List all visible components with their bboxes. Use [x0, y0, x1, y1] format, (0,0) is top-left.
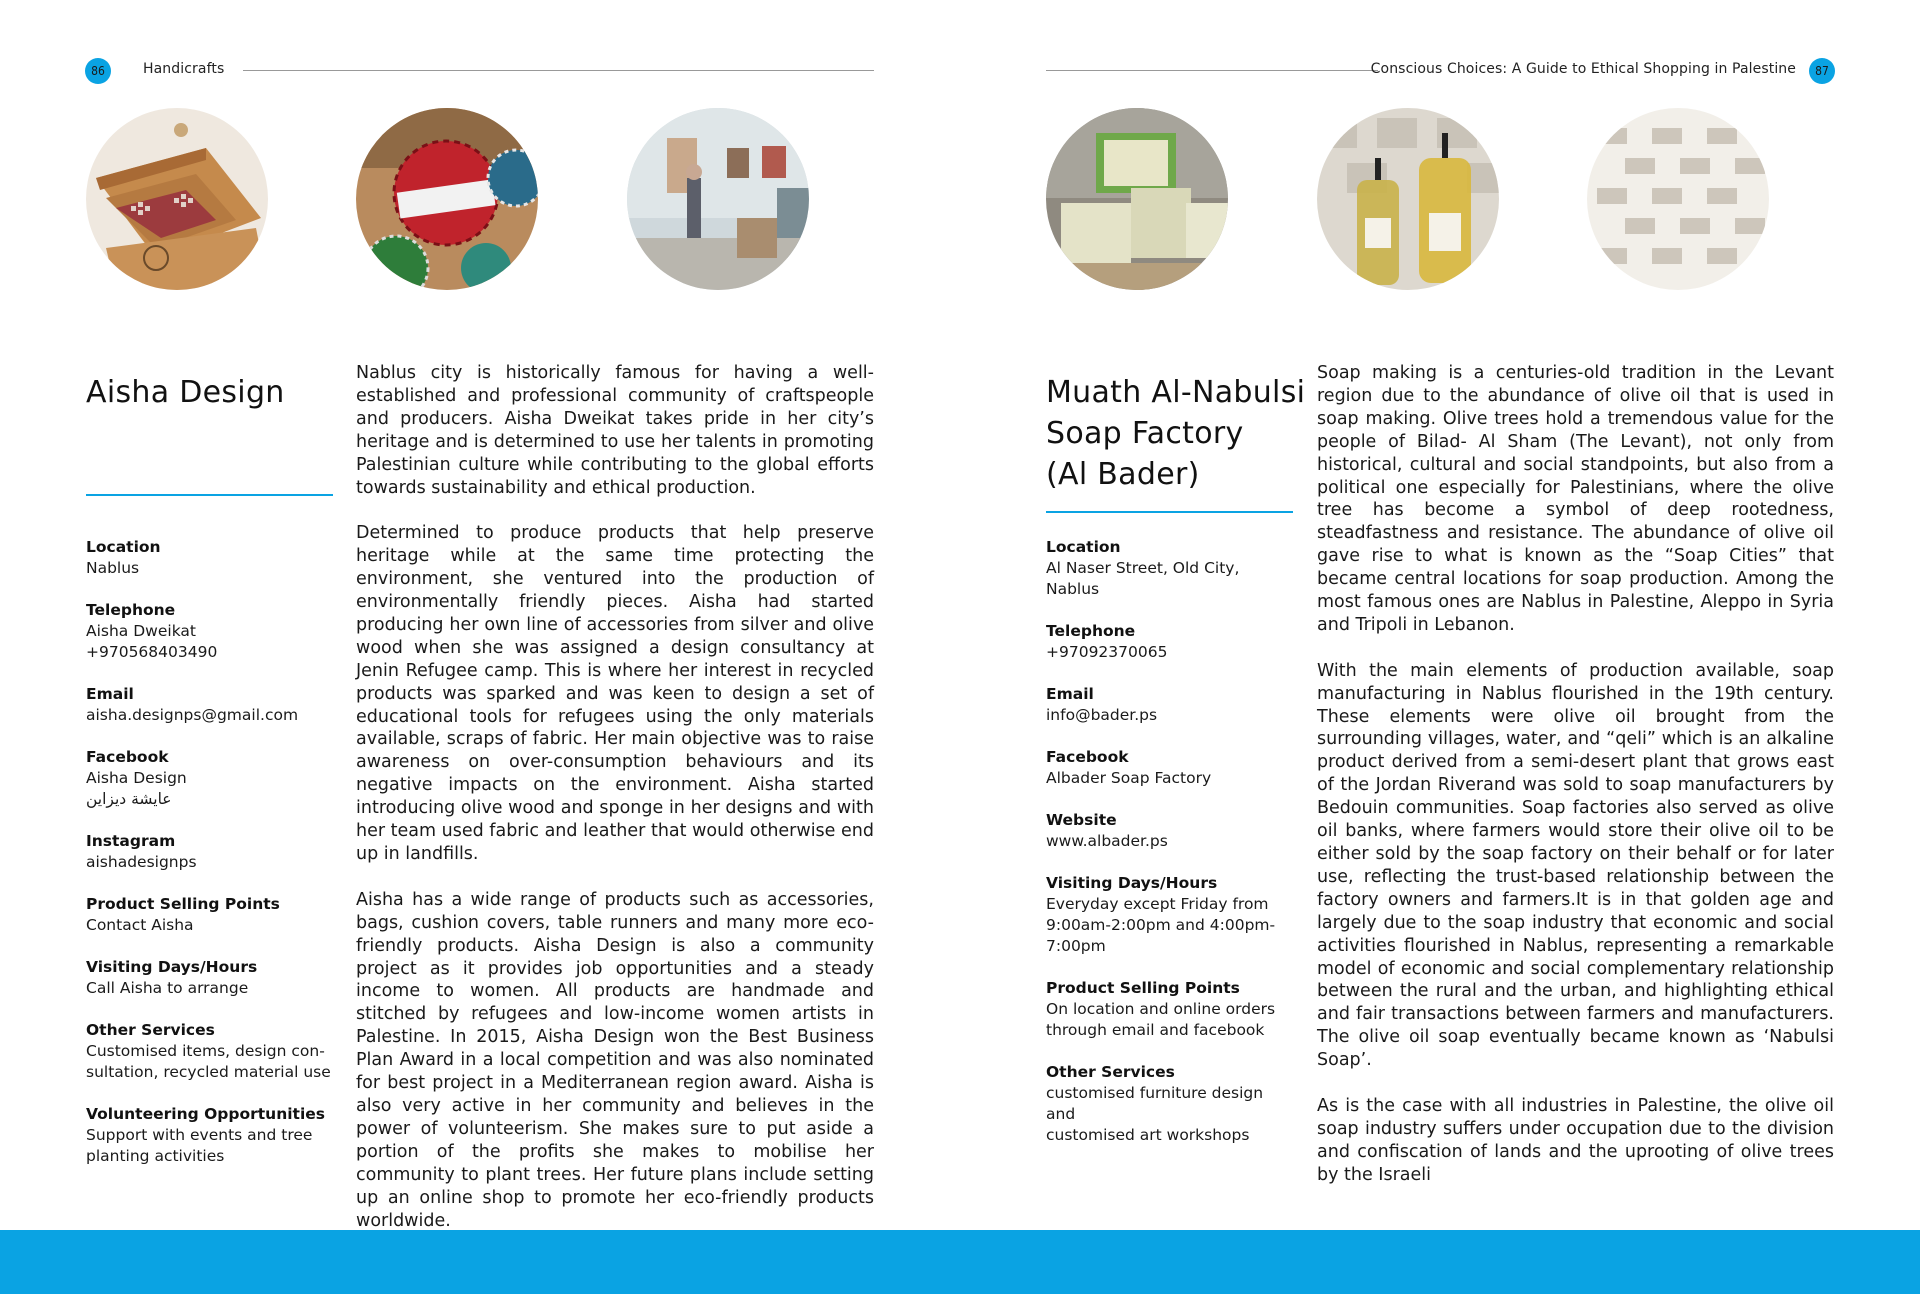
page-number-right: 87 — [1809, 58, 1835, 84]
paragraph: With the main elements of production available, soap manufacturing in Nablus flourished in the 19th century. These elements were olive oil brought from the surrounding villages, water, and “qeli” which is an alkaline product derived from a semi-desert plant that grows east of the Jordan Riverand was sold to soap manufacturers by Bedouin communities. Soap factories also served as olive oil banks, where farmers would store their olive oil to be either sold by the soap factory on their behalf or for later use, reflecting the trust-based relationship between the factory owners and farmers.It is in that golden age and largely due to the soap industry that economic and social activities flourished in Nablus, representing a remarkable model of economic and social complementary relationship between the rural and the urban, and highlighting ethical and fair transactions between farmers and manufacturers. The olive oil soap eventually became known as ‘Nabulsi Soap’. — [1317, 660, 1834, 1071]
info-value: Nablus — [86, 559, 140, 577]
header-rule-left — [243, 70, 874, 71]
info-item — [86, 957, 336, 999]
info-value: www.albader.ps — [1046, 832, 1168, 850]
photo-decorative-balls — [356, 108, 538, 290]
info-label: Email — [86, 685, 134, 703]
info-value: Everyday except Friday from 9:00am-2:00pm and 4:00pm- 7:00pm — [1046, 895, 1276, 955]
photo-wooden-box — [86, 108, 268, 290]
info-value: aisha.designps@gmail.com — [86, 706, 299, 724]
info-item — [1046, 873, 1296, 957]
info-item — [1046, 537, 1296, 600]
info-value: aishadesignps — [86, 853, 197, 871]
info-label: Website — [1046, 811, 1117, 829]
info-item — [86, 747, 336, 810]
paragraph: Aisha has a wide range of products such as accessories, bags, cushion covers, table runners and many more eco-friendly products. Aisha Design is also a community project as it provides job opportunities and a steady income to women. All products are handmade and stitched by refugees and low-income women artists in Palestine. In 2015, Aisha Design won the Best Business Plan Award in a local competition and was also nominated for best project in a Mediterranean region award. Aisha is also very active in her community and believes in the power of volunteerism. She makes sure to put aside a portion of the profits she makes to mobilise her community to plant trees. Her future plans include setting up an online shop to promote her eco-friendly products worldwide. — [356, 889, 874, 1231]
contact-info-right — [1046, 537, 1296, 1167]
header-rule-right — [1046, 70, 1378, 71]
info-label: Other Services — [86, 1021, 215, 1039]
info-item — [86, 1020, 336, 1083]
page-number-left: 86 — [85, 58, 111, 84]
info-label: Product Selling Points — [86, 895, 280, 913]
photo-soap-bars — [1046, 108, 1228, 290]
article-body-right — [1317, 362, 1834, 1209]
info-item — [86, 1104, 336, 1167]
info-label: Other Services — [1046, 1063, 1175, 1081]
business-title-left: Aisha Design — [86, 375, 285, 410]
info-label: Telephone — [86, 601, 176, 619]
paragraph: As is the case with all industries in Palestine, the olive oil soap industry suffers under occupation due to the division and confiscation of lands and the uprooting of olive trees by the Israeli — [1317, 1095, 1834, 1185]
photo-shop-interior — [627, 108, 809, 290]
business-title-right: Muath Al-Nabulsi Soap Factory (Al Bader) — [1046, 375, 1306, 492]
info-value: Support with events and tree planting activities — [86, 1126, 313, 1165]
title-rule-left — [86, 494, 333, 496]
info-item — [86, 831, 336, 873]
info-item — [86, 600, 336, 663]
info-item — [1046, 978, 1296, 1041]
info-value: On location and online orders through email and facebook — [1046, 1000, 1276, 1039]
photo-liquid-soap — [1317, 108, 1499, 290]
info-value: Al Naser Street, Old City, Nablus — [1046, 559, 1240, 598]
info-label: Telephone — [1046, 622, 1136, 640]
info-label: Visiting Days/Hours — [86, 958, 258, 976]
info-item — [86, 684, 336, 726]
paragraph: Soap making is a centuries-old tradition in the Levant region due to the abundance of olive oil that is used in soap making. Olive trees hold a tremendous value for the people of Bilad- Al Sham (The Levant), not only from historical, cultural and social standpoints, but also from a political one especially for Palestinians, where the olive tree has become a symbol of deep rootedness, steadfastness and resistance. The abundance of olive oil gave rise to what is known as the “Soap Cities” that became central locations for soap production. Among the most famous ones are Nablus in Palestine, Aleppo in Syria and Tripoli in Lebanon. — [1317, 363, 1834, 635]
info-value: Call Aisha to arrange — [86, 979, 249, 997]
info-value: Albader Soap Factory — [1046, 769, 1212, 787]
info-item — [1046, 621, 1296, 663]
info-value: Contact Aisha — [86, 916, 194, 934]
info-label: Visiting Days/Hours — [1046, 874, 1218, 892]
info-value: customised furniture design and customised art workshops — [1046, 1084, 1264, 1144]
info-label: Email — [1046, 685, 1094, 703]
info-value: +97092370065 — [1046, 643, 1168, 661]
info-value: Aisha Design عايشة ديزاين — [86, 769, 187, 808]
info-label: Facebook — [1046, 748, 1129, 766]
section-title: Handicrafts — [143, 61, 225, 77]
info-value: Customised items, design con- sultation, recycled material use — [86, 1042, 331, 1081]
book-title: Conscious Choices: A Guide to Ethical Shopping in Palestine — [1370, 61, 1796, 77]
paragraph: Nablus city is historically famous for having a well-established and professional community of craftspeople and producers. Aisha Dweikat takes pride in her city’s heritage and is determined to use her talents in promoting Palestinian culture while contributing to the global efforts towards sustainability and ethical production. — [356, 363, 874, 498]
info-label: Volunteering Opportunities — [86, 1105, 326, 1123]
info-item — [1046, 747, 1296, 789]
info-label: Instagram — [86, 832, 176, 850]
info-item — [1046, 684, 1296, 726]
paragraph: Determined to produce products that help preserve heritage while at the same time protecting the environment, she ventured into the production of environmentally friendly pieces. Aisha had started producing her own line of accessories from silver and olive wood when she was assigned a design consultancy at Jenin Refugee camp. This is where her interest in recycled products was sparked and was keen to design a set of educational tools for refugees using the only materials available, scraps of fabric. Her main objective was to raise awareness on over-consumption behaviours and its negative impacts on the environment. Aisha started introducing olive wood and sponge in her designs and with her team used fabric and leather that would otherwise end up in landfills. — [356, 523, 874, 865]
contact-info-left — [86, 537, 336, 1188]
info-item — [1046, 1062, 1296, 1146]
info-label: Product Selling Points — [1046, 979, 1240, 997]
info-value: info@bader.ps — [1046, 706, 1158, 724]
article-body-left — [356, 362, 874, 1255]
info-label: Facebook — [86, 748, 169, 766]
title-rule-right — [1046, 511, 1293, 513]
info-item — [86, 894, 336, 936]
footer-band — [0, 1230, 1920, 1294]
info-label: Location — [86, 538, 161, 556]
photo-soap-stack — [1587, 108, 1769, 290]
info-label: Location — [1046, 538, 1121, 556]
info-value: Aisha Dweikat +970568403490 — [86, 622, 218, 661]
info-item — [1046, 810, 1296, 852]
info-item — [86, 537, 336, 579]
